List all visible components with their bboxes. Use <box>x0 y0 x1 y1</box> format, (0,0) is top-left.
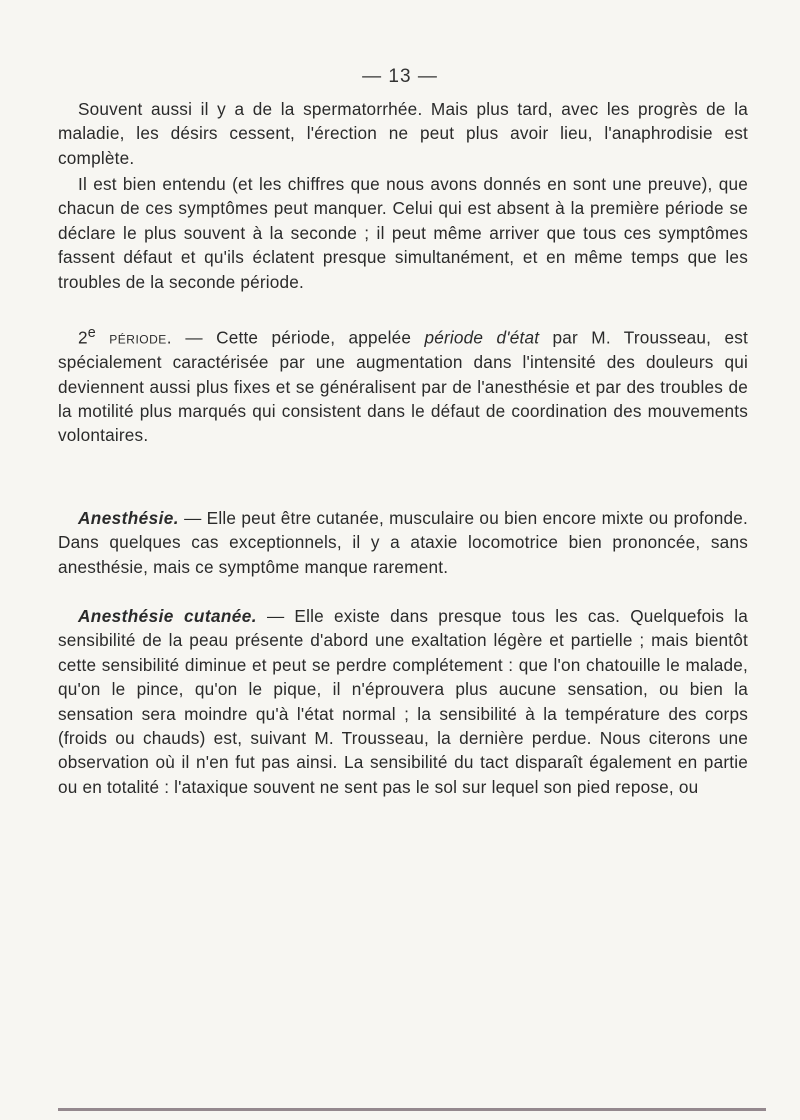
section-symptom-variability <box>58 172 748 294</box>
paragraph-cutaneous-anesthesia <box>58 604 748 799</box>
period-text-intro: — Cette période, appelée <box>172 327 425 348</box>
anesthesia-text: — Elle peut être cutanée, musculaire ou bien encore mixte ou profonde. Dans quelques cas exceptionnels, il y a ataxie locomotrice bien prononcée, sans anesthésie, mais ce symptôme manque rarement. <box>58 508 748 577</box>
page-bottom-edge <box>58 1108 766 1111</box>
period-text-body: par M. Trousseau, est spécialement caractérisée par une augmentation dans l'intensité des douleurs qui deviennent aussi plus fixes et se généralisent par de l'anesthésie et par des troubles de la motilité plus marqués qui consistent dans le défaut de coordination des mouvements volontaires. <box>58 327 748 446</box>
paragraph-second-period <box>58 321 748 448</box>
section-cutaneous-anesthesia <box>58 604 748 799</box>
period-number-suffix: e <box>87 325 96 341</box>
section-anesthesia <box>58 506 748 579</box>
anesthesia-title: Anesthésie. <box>78 508 179 528</box>
period-italic-term: période d'état <box>424 327 540 348</box>
section-sexual-symptoms <box>58 97 748 170</box>
paragraph-symptom-variability: Il est bien entendu (et les chiffres que nous avons donnés en sont une preuve), que chacun de ces symptômes peut manquer. Celui qui est absent à la première période se déclare le plus souvent à la seconde ; il peut même arriver que tous ces symptômes fassent défaut et qu'ils éclatent presque simultanément, et en même temps que les troubles de la seconde période. <box>58 174 748 292</box>
cutaneous-anesthesia-title: Anesthésie cutanée. <box>78 606 257 626</box>
period-number: 2 <box>78 327 88 348</box>
paragraph-spermatorrhea: Souvent aussi il y a de la spermatorrhée. Mais plus tard, avec les progrès de la maladie, les désirs cessent, l'érection ne peut plus avoir lieu, l'anaphrodisie est complète. <box>58 99 748 168</box>
section-second-period <box>58 321 748 448</box>
page-number: — 13 — <box>362 66 438 87</box>
paragraph-anesthesia <box>58 506 748 579</box>
cutaneous-anesthesia-text: — Elle existe dans presque tous les cas. Quelquefois la sensibilité de la peau présente d'abord une exaltation légère et partielle ; mais bientôt cette sensibilité diminue et peut se perdre complétement : que l'on chatouille le malade, qu'on le pince, qu'on le pique, il n'éprouvera plus aucune sensation, ou bien la sensation sera moindre qu'à l'état normal ; la sensibilité à la température des corps (froids ou chauds) est, suivant M. Trousseau, la dernière perdue. Nous citerons une observation où il n'en fut pas ainsi. La sensibilité du tact disparaît également en partie ou en totalité : l'ataxique souvent ne sent pas le sol sur lequel son pied repose, ou <box>58 606 748 797</box>
period-label: période. <box>109 327 173 348</box>
